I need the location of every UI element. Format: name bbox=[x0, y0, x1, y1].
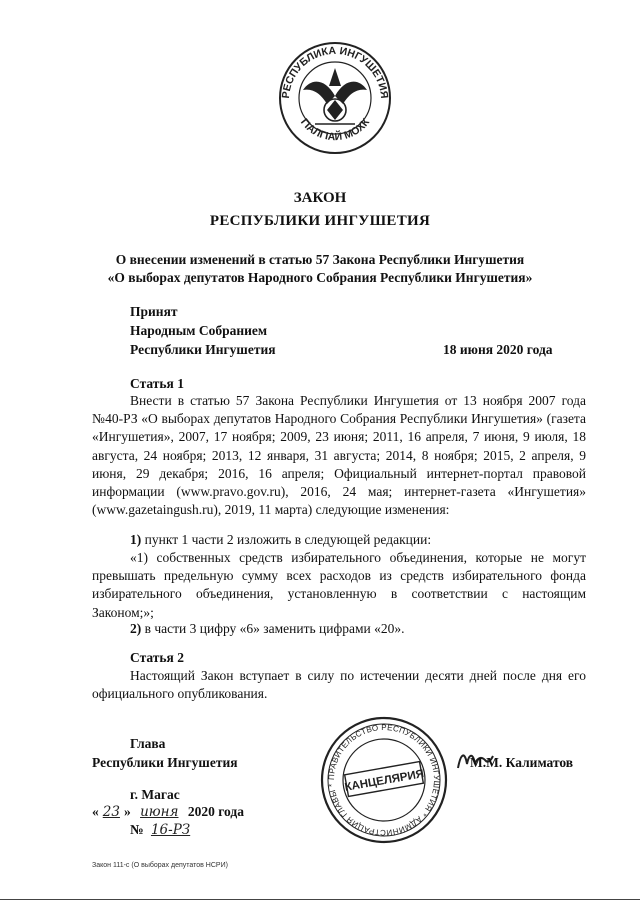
number-label: № bbox=[130, 822, 144, 837]
sign-day: 23 bbox=[102, 804, 120, 820]
article2-heading: Статья 2 bbox=[130, 650, 184, 665]
svg-text:ПРАВИТЕЛЬСТВО РЕСПУБЛИКИ ИНГУШ: ПРАВИТЕЛЬСТВО РЕСПУБЛИКИ ИНГУШЕТИЯ * АДМИНИСТРАЦИЯ ГЛАВЫ * bbox=[326, 722, 442, 838]
sign-year: 2020 года bbox=[187, 804, 244, 819]
office-stamp bbox=[318, 714, 450, 846]
item1-number: 1) bbox=[130, 532, 142, 547]
footer-note: Закон 111-с (О выборах депутатов НСРИ) bbox=[92, 862, 228, 869]
signer-name: М.М. Калиматов bbox=[470, 755, 574, 770]
sign-date: « 23 » июня 2020 года bbox=[92, 804, 244, 820]
adopted-line2: Народным Собранием bbox=[130, 323, 268, 338]
article1-quote: «1) собственных средств избирательного объединения, которые не могут превышать предельную сумму всех расходов из средств избирательного фонда избирательного объединения, установленную в соответствии с настоящим Законом;»; bbox=[92, 550, 586, 620]
item2-number: 2) bbox=[130, 621, 142, 636]
law-number bbox=[130, 822, 194, 838]
article1-item2 bbox=[92, 620, 586, 638]
svg-text:РЕСПУБЛИКА ИНГУШЕТИЯ: РЕСПУБЛИКА ИНГУШЕТИЯ bbox=[279, 44, 391, 100]
document-subtitle: РЕСПУБЛИКИ ИНГУШЕТИЯ bbox=[209, 213, 431, 229]
sign-month: июня bbox=[140, 804, 179, 820]
adopted-date: 18 июня 2020 года bbox=[443, 342, 553, 357]
article1-intro: Внести в статью 57 Закона Республики Ингушетия от 13 ноября 2007 года №40-РЗ «О выборах депутатов Народного Собрания Республики Ингушетия» (газета «Ингушетия», 2007, 17 ноября; 2009, 23 июня; 2011, 16 апреля, 7 июня, 9 июля, 18 августа, 24 ноября; 2013, 12 января, 31 августа; 2014, 8 ноября; 2015, 2 апреля, 9 июня, 29 декабря; 2016, 16 апреля; Официальный интернет-портал правовой информации (www.pravo.gov.ru), 2016, 24 мая; интернет-газета «Ингушетия» (www.gazetaingush.ru), 2019, 11 марта) следующие изменения: bbox=[92, 393, 586, 518]
republic-emblem bbox=[275, 38, 395, 156]
law-name-line2: «О выборах депутатов Народного Собрания Республики Ингушетия» bbox=[107, 270, 533, 285]
document-title: ЗАКОН bbox=[293, 190, 347, 206]
signer-title-line1: Глава bbox=[130, 736, 166, 751]
article1-item1 bbox=[92, 531, 586, 549]
svg-text:КАНЦЕЛЯРИЯ: КАНЦЕЛЯРИЯ bbox=[343, 768, 425, 794]
city: г. Магас bbox=[130, 787, 180, 802]
article1-heading: Статья 1 bbox=[130, 376, 184, 391]
signer-title-line2: Республики Ингушетия bbox=[92, 755, 238, 770]
number-value: 16-РЗ bbox=[150, 822, 191, 838]
adopted-line1: Принят bbox=[130, 304, 178, 319]
adopted-line3: Республики Ингушетия bbox=[130, 342, 276, 357]
item1-text: пункт 1 части 2 изложить в следующей редакции: bbox=[141, 532, 432, 547]
item2-text: в части 3 цифру «6» заменить цифрами «20». bbox=[141, 621, 405, 636]
law-name-line1: О внесении изменений в статью 57 Закона Республики Ингушетия bbox=[115, 252, 525, 267]
article2-text: Настоящий Закон вступает в силу по истечении десяти дней после дня его официального опубликования. bbox=[92, 668, 586, 702]
bottom-scan-line bbox=[0, 899, 640, 900]
svg-text:ГIАЛГIАЙ МОХК: ГIАЛГIАЙ МОХК bbox=[298, 116, 372, 144]
